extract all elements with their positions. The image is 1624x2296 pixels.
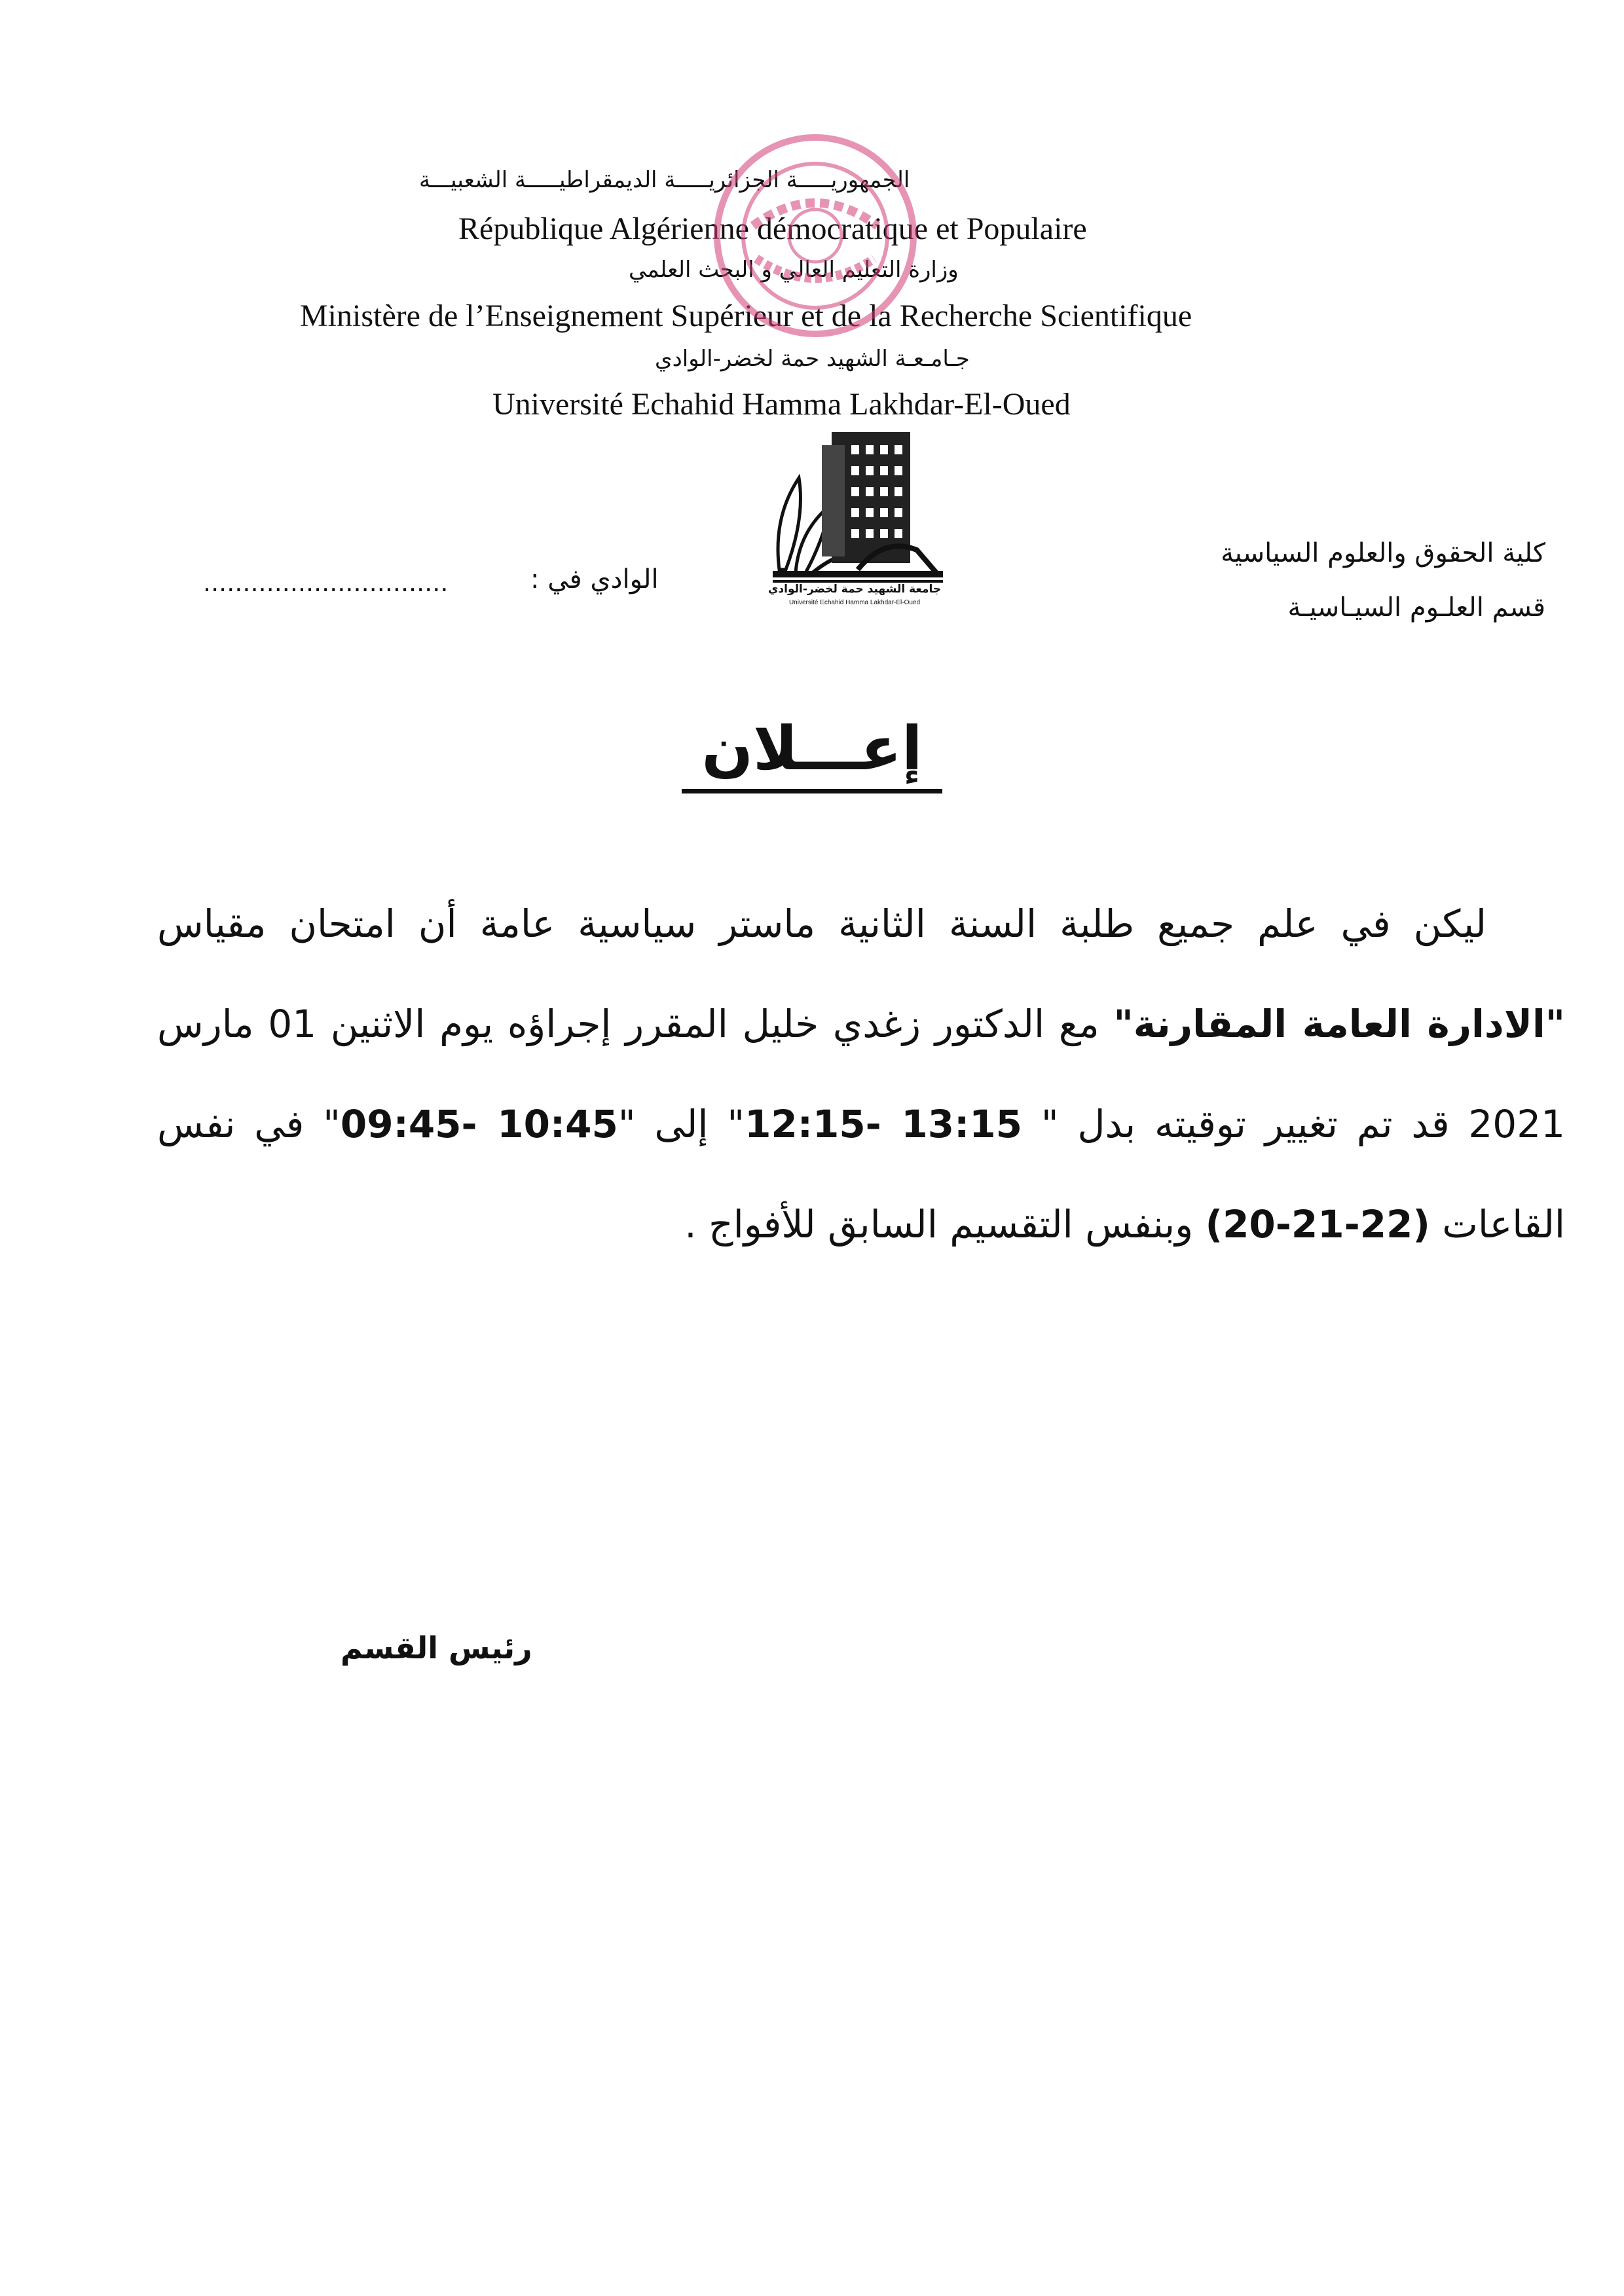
rooms: (20-21-22) [1205,1202,1430,1247]
ministry-arabic: وزارة التعليم العالي و البحث العلمي [629,257,959,283]
logo-caption-french: Université Echahid Hamma Lakhdar-El-Oued [788,599,921,606]
announcement-title-wrapper [0,714,1624,793]
body-part-1: ليكن في علم جميع طلبة السنة الثانية ماستر سياسية عامة أن امتحان مقياس [157,902,1486,946]
logo-caption-arabic: جامعة الشهيد حمة لخضر-الوادي [767,583,942,596]
course-name: "الادارة العامة المقارنة" [1113,1002,1565,1046]
department-head-title: رئيس القسم [341,1630,532,1666]
body-part-2: مع الدكتور زغدي خليل المقرر إجراؤه يوم الاثنين 01 مارس 2021 قد تم تغيير توقيته بدل " [157,1002,1566,1146]
announcement-title: إعـــلان [682,714,942,793]
university-logo [760,419,950,615]
republic-french: République Algérienne démocratique et Populaire [458,211,1087,246]
date-label: الوادي في : [530,564,659,594]
official-stamp [707,128,923,344]
university-arabic: جـامـعـة الشهيد حمة لخضر-الوادي [655,346,970,372]
university-french: Université Echahid Hamma Lakhdar-El-Oued [492,387,1071,422]
announcement-body [157,874,1565,1275]
department-name: قسم العلـوم السيـاسيـة [1287,592,1545,623]
date-dots: ............................... [203,568,449,597]
faculty-name: كلية الحقوق والعلوم السياسية [1221,538,1545,568]
old-time: 12:15- 13:15 [745,1102,1022,1146]
body-part-4: " في نفس القاعات [157,1102,1565,1247]
body-part-5: وبنفس التقسيم السابق للأفواج . [684,1202,1206,1247]
republic-arabic: الجمهوريـــــة الجزائريـــــة الديمقراطيـــــة الشعبيـــة [419,167,910,193]
new-time: 09:45- 10:45 [340,1102,618,1146]
body-part-3: " إلى " [618,1102,745,1146]
ministry-french: Ministère de l’Enseignement Supérieur et de la Recherche Scientifique [300,299,1192,333]
